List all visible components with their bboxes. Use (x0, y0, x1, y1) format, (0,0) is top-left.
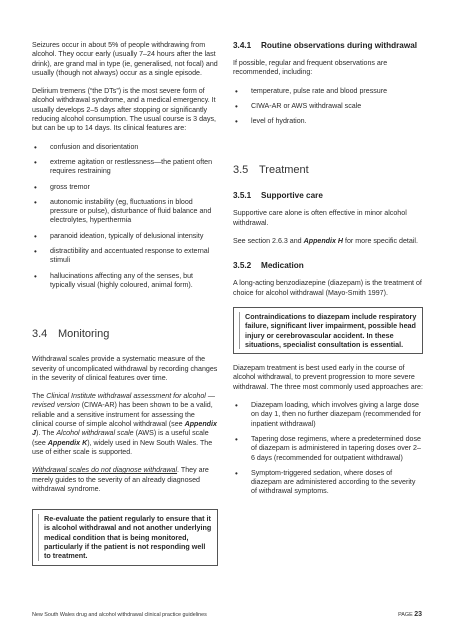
section-heading-monitoring (32, 328, 218, 341)
monitoring-paragraph-3: Withdrawal scales do not diagnose withdrawal. They are merely guides to the severity of an already diagnosed withdrawal syndrome. (32, 466, 209, 493)
monitoring-paragraph-1: Withdrawal scales provide a systematic measure of the severity of uncomplicated withdrawal by recording changes in the severity of clinical features over time. (32, 355, 218, 382)
appendix-h-link: Appendix H (303, 237, 344, 246)
delirium-paragraph: Delirium tremens (“the DTs”) is the most severe form of alcohol withdrawal syndrome, and a medical emergency. It usually develops 2–5 days after stopping or significantly reducing alcohol consumption. The usual course is 3 days, but can be up to 14 days. Its clinical features are: (32, 87, 217, 133)
right-column (233, 41, 423, 505)
page-footer (32, 612, 422, 618)
footer-title: New South Wales drug and alcohol withdrawal clinical practice guidelines (32, 612, 207, 618)
list-item: • level of hydration. (233, 117, 423, 126)
left-column (32, 41, 218, 576)
subsection-heading-routine-observations: 3.4.1 Routine observations during withdrawal (233, 41, 418, 50)
list-item: • paranoid ideation, typically of delusional intensity (32, 232, 218, 241)
section-number: 3.4 (32, 328, 48, 341)
callout-text: Re-evaluate the patient regularly to ensure that it is alcohol withdrawal and not another underlying medical condition that is being monitored, particularly if the patient is not responding well to treatment. (38, 514, 213, 560)
list-item: • Diazepam loading, which involves giving a large dose on day 1, then no further diazepam (recommended for inpatient withdrawal) (233, 401, 423, 429)
list-item: • Tapering dose regimens, where a predetermined dose of diazepam is administered in tapering doses over 2–6 days (recommended for outpatient withdrawal) (233, 435, 423, 463)
observations-intro: If possible, regular and frequent observations are recommended, including: (233, 59, 388, 77)
medication-paragraph-2: Diazepam treatment is best used early in the course of alcohol withdrawal, to prevent progression to more severe withdrawal. The three most commonly used approaches are: (233, 364, 423, 391)
callout-text: Contraindications to diazepam include respiratory failure, significant liver impairment, possible head injury or cerebrovascular accident. In these situations, specialist consultation is essential. (239, 312, 418, 349)
seizures-paragraph: Seizures occur in about 5% of people withdrawing from alcohol. They occur early (usually 7–24 hours after the last drink), are grand mal in type (ie, generalised, not focal) and usually (though not always) occur as a single episode. (32, 41, 218, 77)
list-item: • extreme agitation or restlessness—the patient often requires restraining (32, 158, 218, 177)
medication-paragraph-1: A long-acting benzodiazepine (diazepam) is the treatment of choice for alcohol withdrawal (Mayo-Smith 1997). (233, 279, 422, 297)
appendix-k-link: Appendix K (47, 438, 88, 447)
appendix-j-link: Appendix J (32, 420, 217, 438)
section-heading-treatment: 3.5 Treatment (233, 164, 309, 177)
section-title: Monitoring (58, 328, 110, 341)
list-item: • CIWA-AR or AWS withdrawal scale (233, 102, 423, 111)
list-item: • gross tremor (32, 183, 218, 192)
page-number: PAGE 23 (398, 611, 422, 618)
monitoring-paragraph-2: The Clinical Institute withdrawal assessment for alcohol — revised version (CIWA-AR) has been shown to be a valid, reliable and a sensitive instrument for assessing the clinical course of simple alcohol withdrawal (see Appendix J). The Alcohol withdrawal scale (AWS) is a useful scale (see Appendix K), widely used in New South Wales. The use of either scale is supported. (32, 392, 217, 456)
contraindications-callout (233, 307, 423, 354)
subsection-heading-supportive-care: 3.5.1 Supportive care (233, 191, 323, 201)
approaches-list (233, 401, 423, 497)
re-evaluate-callout (32, 509, 218, 565)
supportive-paragraph-2: See section 2.6.3 and Appendix H for more specific detail. (233, 237, 418, 246)
clinical-features-list (32, 143, 218, 291)
list-item: • confusion and disorientation (32, 143, 218, 152)
list-item: • temperature, pulse rate and blood pressure (233, 87, 423, 96)
subsection-heading-medication: 3.5.2 Medication (233, 261, 304, 271)
list-item: • distractibility and accentuated response to external stimuli (32, 247, 218, 266)
observations-list (233, 87, 423, 127)
supportive-paragraph-1: Supportive care alone is often effective in minor alcohol withdrawal. (233, 209, 407, 227)
list-item: • hallucinations affecting any of the senses, but typically visual (highly coloured, animal form). (32, 272, 218, 291)
list-item: • autonomic instability (eg, fluctuations in blood pressure or pulse), disturbance of fluid balance and electrolytes, hyperthermia (32, 198, 218, 226)
list-item: • Symptom-triggered sedation, where doses of diazepam are administered according to the severity of withdrawal symptoms. (233, 469, 423, 497)
